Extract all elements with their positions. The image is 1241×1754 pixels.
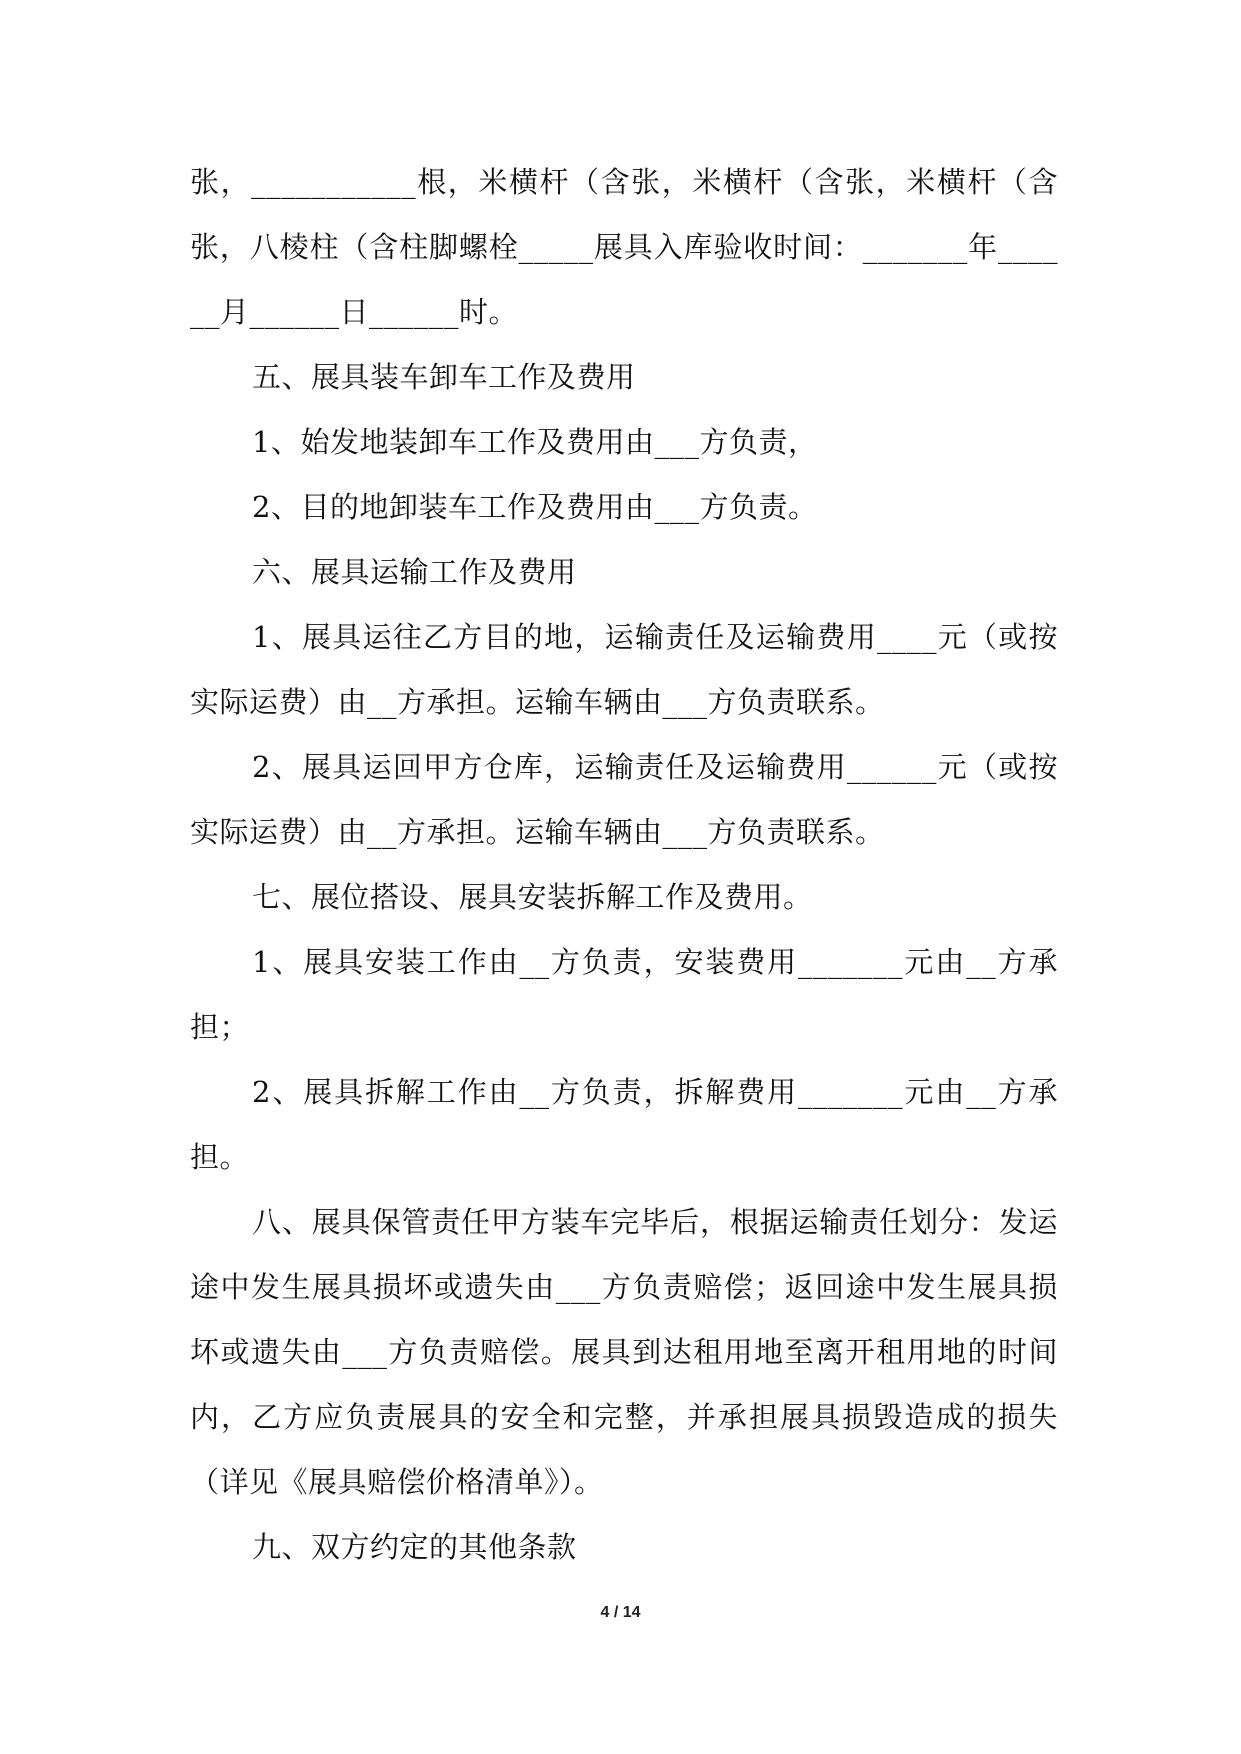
page-number: 4 / 14 [600, 1604, 641, 1621]
clause-5-2: 2、目的地卸装车工作及费用由___方负责。 [252, 490, 818, 524]
section-heading-6: 六、展具运输工作及费用 [252, 555, 577, 589]
document-body [190, 150, 1058, 1580]
paragraph-continuation: 张，___________根，米横杆（含张，米横杆（含张，米横杆（含张，八棱柱（含柱脚螺栓_____展具入库验收时间：_______年______月______日______时。 [190, 165, 1058, 329]
section-heading-9: 九、双方约定的其他条款 [252, 1530, 577, 1564]
section-heading-5: 五、展具装车卸车工作及费用 [252, 360, 636, 394]
clause-5-1: 1、始发地装卸车工作及费用由___方负责， [252, 425, 818, 459]
clause-7-1: 1、展具安装工作由__方负责，安装费用_______元由__方承担； [190, 945, 1058, 1044]
clause-7-2: 2、展具拆解工作由__方负责，拆解费用_______元由__方承担。 [190, 1075, 1058, 1174]
section-8-paragraph: 八、展具保管责任甲方装车完毕后，根据运输责任划分：发运途中发生展具损坏或遗失由___方负责赔偿；返回途中发生展具损坏或遗失由___方负责赔偿。展具到达租用地至离开租用地的时间内，乙方应负责展具的安全和完整，并承担展具损毁造成的损失（详见《展具赔偿价格清单》）。 [190, 1205, 1058, 1499]
clause-6-2: 2、展具运回甲方仓库，运输责任及运输费用______元（或按实际运费）由__方承担。运输车辆由___方负责联系。 [190, 750, 1058, 849]
clause-6-1: 1、展具运往乙方目的地，运输责任及运输费用____元（或按实际运费）由__方承担。运输车辆由___方负责联系。 [190, 620, 1058, 719]
section-heading-7: 七、展位搭设、展具安装拆解工作及费用。 [252, 880, 813, 914]
